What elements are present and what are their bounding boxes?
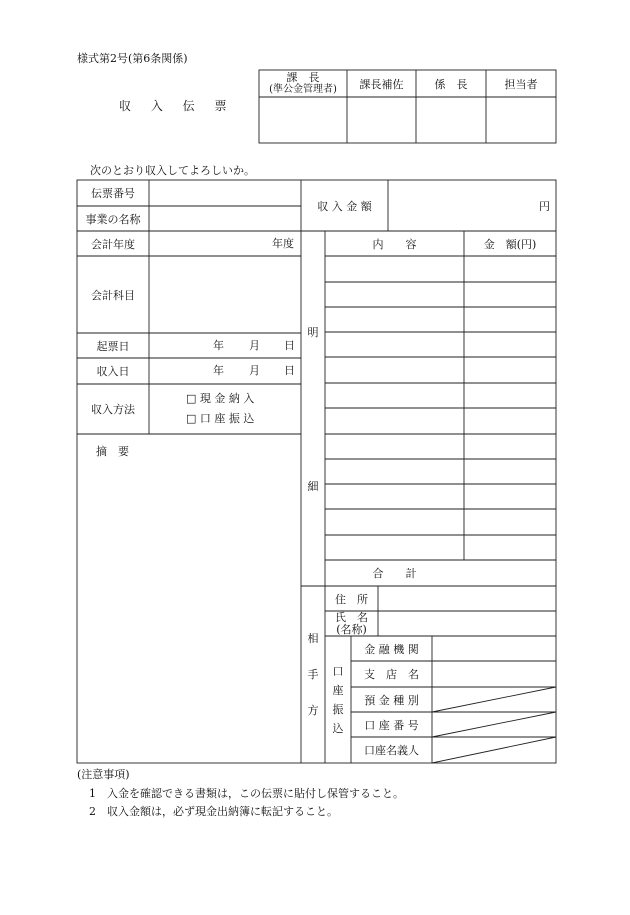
receipt-date-label: 収入日	[96, 365, 130, 378]
approval-section-chief-label: 課 長	[286, 70, 320, 84]
detail-amount-header: 金 額(円)	[483, 237, 537, 251]
receipt-date-year: 年	[213, 364, 224, 377]
notes-heading: (注意事項)	[77, 768, 130, 781]
form-title: 収 入 伝 票	[119, 99, 235, 113]
counterparty-vertical-3: 方	[307, 704, 319, 717]
transfer-char-3: 振	[332, 703, 344, 716]
account-holder-field[interactable]	[432, 737, 556, 763]
note-1: 1 入金を確認できる書類は，この伝票に貼付し保管すること。	[89, 787, 404, 800]
transfer-char-2: 座	[332, 684, 344, 697]
branch-label: 支 店 名	[364, 668, 419, 681]
account-no-label: 口 座 番 号	[364, 718, 419, 732]
summary-label: 摘 要	[96, 445, 129, 458]
detail-content-header: 内 容	[372, 237, 417, 251]
bank-label: 金 融 機 関	[364, 642, 419, 656]
address-field[interactable]	[378, 586, 556, 611]
counterparty-vertical-2: 手	[307, 668, 319, 681]
branch-field[interactable]	[432, 661, 556, 687]
account-no-field[interactable]	[432, 712, 556, 737]
note-2: 2 収入金額は，必ず現金出納簿に転記すること。	[89, 805, 338, 818]
form-number: 様式第2号(第6条関係)	[77, 52, 188, 65]
draft-date-label: 起票日	[96, 339, 130, 353]
detail-total-field[interactable]	[464, 560, 556, 586]
draft-date-year: 年	[213, 339, 224, 352]
counterparty-vertical-1: 相	[307, 632, 319, 645]
fiscal-year-label: 会計年度	[91, 237, 135, 251]
method-transfer-checkbox[interactable]: □ 口 座 振 込	[186, 412, 255, 425]
approval-stamp-3[interactable]	[416, 97, 486, 143]
method-cash-checkbox[interactable]: □ 現 金 納 入	[186, 392, 255, 405]
yen-unit: 円	[539, 200, 550, 213]
account-field[interactable]	[149, 256, 301, 333]
deposit-type-label: 預 金 種 別	[364, 693, 419, 707]
account-holder-label: 口座名義人	[364, 744, 419, 757]
transfer-char-4: 込	[332, 722, 344, 735]
method-label: 収入方法	[91, 403, 135, 416]
bank-field[interactable]	[432, 636, 556, 661]
detail-vertical-2: 細	[307, 480, 319, 493]
amount-field[interactable]	[388, 180, 543, 231]
account-label: 会計科目	[91, 288, 135, 302]
name-label	[325, 611, 378, 636]
project-name-field[interactable]	[149, 206, 301, 231]
slip-number-field[interactable]	[149, 180, 301, 206]
detail-vertical-1: 明	[307, 326, 319, 339]
detail-total-label: 合 計	[372, 567, 417, 580]
fiscal-year-unit: 年度	[272, 237, 294, 250]
approval-staff: 担当者	[504, 77, 538, 91]
draft-date-day: 日	[284, 339, 295, 352]
intro-text: 次のとおり収入してよろしいか。	[90, 164, 255, 177]
approval-stamp-4[interactable]	[486, 97, 556, 143]
approval-section-chief	[259, 70, 347, 97]
summary-field[interactable]	[77, 434, 301, 763]
approval-stamp-1[interactable]	[259, 97, 347, 143]
receipt-date-month: 月	[249, 364, 260, 377]
amount-label: 収 入 金 額	[317, 199, 372, 213]
name-field[interactable]	[378, 611, 556, 636]
receipt-date-day: 日	[284, 364, 295, 377]
name-label-main: 氏 名	[335, 610, 368, 624]
slip-number-label: 伝票番号	[91, 187, 135, 200]
approval-subsection-chief: 係 長	[434, 77, 468, 91]
approval-section-chief-sub: (準公金管理者)	[269, 84, 337, 96]
project-name-label: 事業の名称	[85, 212, 141, 226]
draft-date-month: 月	[249, 339, 260, 352]
approval-deputy-chief: 課長補佐	[359, 77, 404, 91]
deposit-type-field[interactable]	[432, 687, 556, 712]
address-label: 住 所	[335, 592, 368, 606]
transfer-char-1: 口	[332, 665, 344, 678]
approval-stamp-2[interactable]	[347, 97, 416, 143]
name-label-sub: (名称)	[336, 622, 367, 636]
